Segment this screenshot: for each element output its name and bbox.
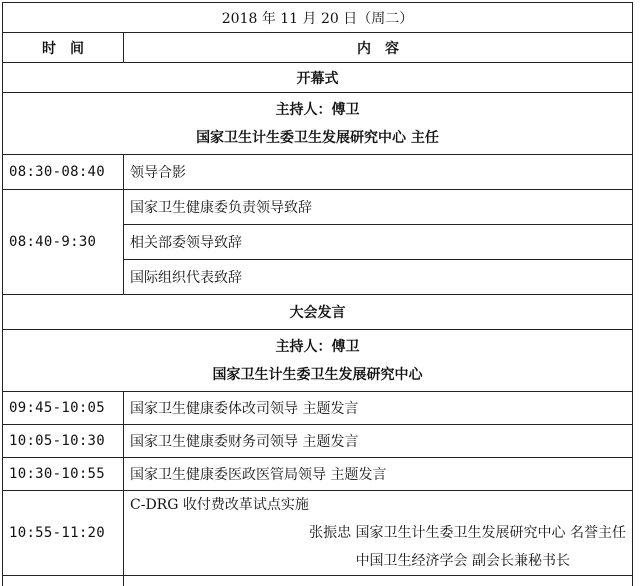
time-cell: 10:05-10:30	[3, 425, 124, 458]
table-row	[3, 458, 633, 491]
table-row	[3, 155, 633, 190]
schedule-table	[2, 2, 633, 586]
table-row	[3, 491, 633, 576]
speaker-title-line: 中国卫生经济学会 副会长兼秘书长	[130, 547, 626, 575]
host-org-opening: 国家卫生计生委卫生发展研究中心 主任	[9, 124, 626, 152]
content-cell: 相关部委领导致辞	[124, 225, 633, 260]
column-header-content: 内 容	[124, 33, 633, 63]
content-cell: 国家卫生健康委财务司领导 主题发言	[124, 425, 633, 458]
speaker-line: 张振忠 国家卫生计生委卫生发展研究中心 名誉主任	[130, 519, 626, 547]
topic-line: C-DRG 收付费改革试点实施	[130, 491, 626, 519]
host-org-plenary: 国家卫生计生委卫生发展研究中心	[9, 361, 626, 389]
content-cell	[124, 491, 633, 576]
content-cell: 领导合影	[124, 155, 633, 190]
time-cell: 10:30-10:55	[3, 458, 124, 491]
table-row	[3, 190, 633, 225]
section-row-plenary	[3, 295, 633, 330]
cutoff-cell	[124, 576, 633, 586]
column-header-row	[3, 33, 633, 63]
host-line-plenary: 主持人：傅卫	[9, 333, 626, 361]
time-cell: 10:55-11:20	[3, 491, 124, 576]
time-cell: 08:30-08:40	[3, 155, 124, 190]
time-cell: 08:40-9:30	[3, 190, 124, 295]
host-cell-plenary	[3, 330, 633, 392]
host-row-opening	[3, 93, 633, 155]
host-row-plenary	[3, 330, 633, 392]
table-row	[3, 425, 633, 458]
content-cell: 国际组织代表致辞	[124, 260, 633, 295]
content-cell: 国家卫生健康委医政医管局领导 主题发言	[124, 458, 633, 491]
time-cell: 09:45-10:05	[3, 392, 124, 425]
content-cell: 国家卫生健康委体改司领导 主题发言	[124, 392, 633, 425]
section-row-opening	[3, 63, 633, 93]
section-title-plenary: 大会发言	[3, 295, 633, 330]
date-header: 2018 年 11 月 20 日（周二）	[3, 3, 633, 33]
table-row	[3, 392, 633, 425]
cutoff-cell	[3, 576, 124, 586]
host-line-opening: 主持人：傅卫	[9, 96, 626, 124]
table-row-cutoff	[3, 576, 633, 586]
host-cell-opening	[3, 93, 633, 155]
date-row	[3, 3, 633, 33]
column-header-time: 时 间	[3, 33, 124, 63]
content-cell: 国家卫生健康委负责领导致辞	[124, 190, 633, 225]
section-title-opening: 开幕式	[3, 63, 633, 93]
